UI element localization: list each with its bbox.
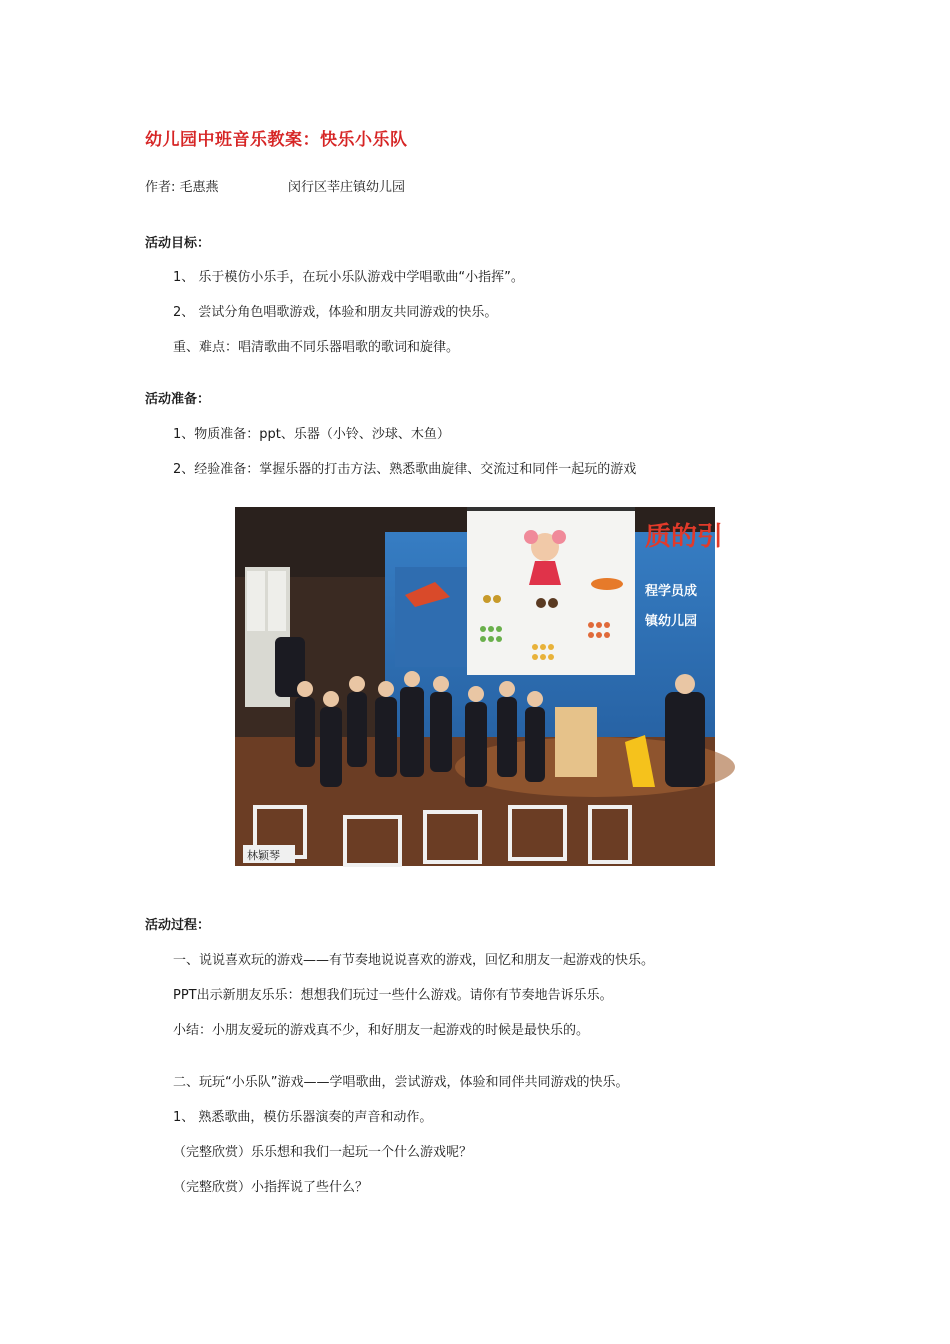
- key-points: 重、难点：唱清歌曲不同乐器唱歌的歌词和旋律。: [173, 340, 460, 355]
- document-title: 幼儿园中班音乐教案：快乐小乐队: [145, 130, 408, 150]
- author-name: 作者: 毛惠燕: [145, 180, 219, 195]
- banner-sub-2: 镇幼儿园: [645, 614, 698, 629]
- goal-item: 1、 乐于模仿小乐手，在玩小乐队游戏中学唱歌曲“小指挥”。: [173, 270, 524, 285]
- author-line: [145, 176, 406, 195]
- process-heading: 活动过程：: [145, 918, 211, 933]
- banner-sub-1: 程学员成: [645, 584, 698, 599]
- process-item: （完整欣赏）小指挥说了些什么？: [173, 1180, 369, 1195]
- process-item: PPT出示新朋友乐乐：想想我们玩过一些什么游戏。请你有节奏地告诉乐乐。: [173, 988, 613, 1003]
- process-item: 一、说说喜欢玩的游戏——有节奏地说说喜欢的游戏，回忆和朋友一起游戏的快乐。: [173, 953, 655, 968]
- process-item: （完整欣赏）乐乐想和我们一起玩一个什么游戏呢？: [173, 1145, 473, 1160]
- classroom-photo: [235, 507, 724, 866]
- process-item: 二、玩玩“小乐队”游戏——学唱歌曲，尝试游戏，体验和同伴共同游戏的快乐。: [173, 1075, 629, 1090]
- goals-heading: 活动目标：: [145, 236, 211, 251]
- process-item: 小结：小朋友爱玩的游戏真不少，和好朋友一起游戏的时候是最快乐的。: [173, 1023, 590, 1038]
- goal-item: 2、 尝试分角色唱歌游戏，体验和朋友共同游戏的快乐。: [173, 305, 498, 320]
- prep-item: 2、经验准备：掌握乐器的打击方法、熟悉歌曲旋律、交流过和同伴一起玩的游戏: [173, 462, 637, 477]
- process-item: 1、 熟悉歌曲，模仿乐器演奏的声音和动作。: [173, 1110, 433, 1125]
- banner-title: 质的引: [645, 522, 724, 552]
- prep-item: 1、物质准备：ppt、乐器（小铃、沙球、木鱼）: [173, 427, 450, 442]
- school-name: 闵行区莘庄镇幼儿园: [288, 180, 406, 195]
- prep-heading: 活动准备：: [145, 392, 211, 407]
- photo-caption: 林颖琴: [247, 849, 280, 862]
